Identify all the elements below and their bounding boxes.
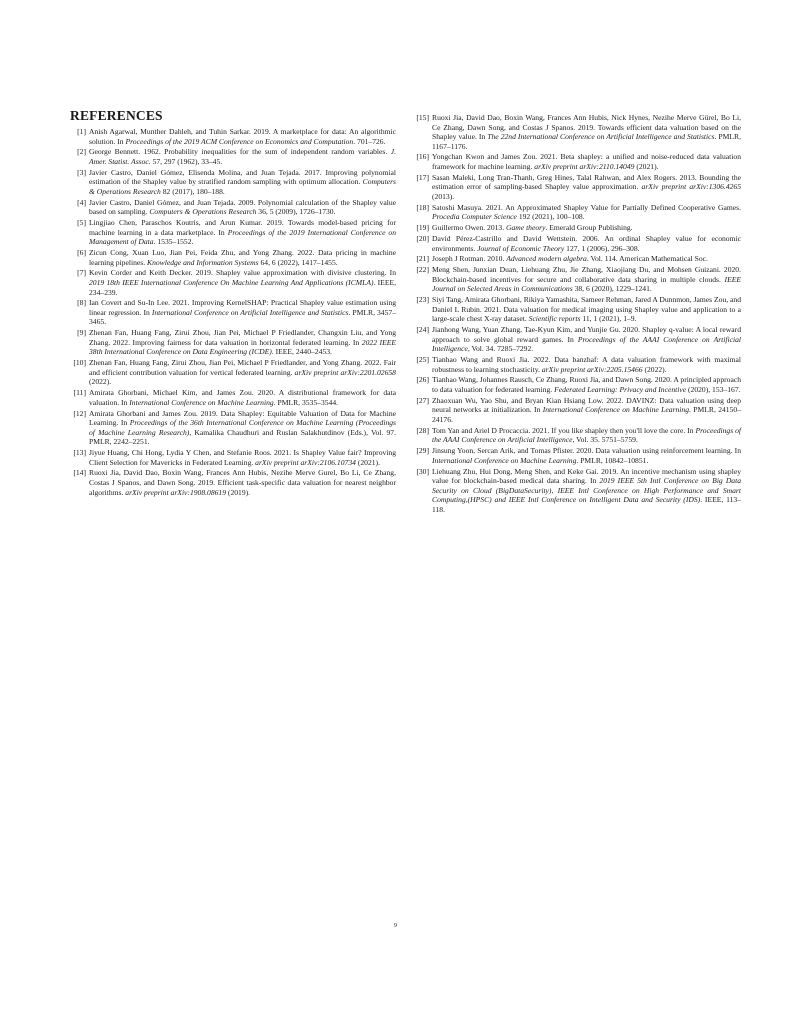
reference-text-segment: Lingjiao Chen, Paraschos Koutris, and Arun Kumar. 2019. Towards model-based pricing for machine learning in a data marketplace. In [89, 218, 396, 237]
reference-text-segment: 64, 6 (2022), 1417–1455. [258, 257, 338, 267]
reference-text [89, 388, 396, 407]
reference-entry [411, 446, 741, 465]
reference-venue: IEEE Journal on Selected Areas in Communications [432, 274, 741, 294]
reference-number: [6] [77, 248, 86, 258]
reference-entry [68, 268, 396, 297]
reference-text-segment: Siyi Tang, Amirata Ghorbani, Rikiya Yamashita, Sameer Rehman, Jared A Dunnmon, James Zou, and Daniel L Rubin. 2021. Data valuation for medical imaging using Shapley value and application to a large-scale chest X-ray dataset. [432, 295, 741, 324]
reference-text-segment: . PMLR, 1167–1176. [432, 132, 741, 151]
reference-text [432, 265, 741, 293]
reference-entry [411, 325, 741, 354]
reference-text [432, 223, 633, 232]
reference-venue: arXiv preprint arXiv:2205.15466 [541, 364, 643, 374]
reference-venue: arXiv preprint arXiv:2106.10734 [255, 457, 356, 467]
reference-text-segment: . IEEE, 234–239. [89, 277, 396, 297]
reference-text [432, 375, 741, 394]
reference-text [89, 448, 396, 467]
reference-text [432, 152, 741, 171]
reference-text-segment: Sasan Maleki, Long Tran-Thanh, Greg Hines, Talal Rahwan, and Alex Rogers. 2013. Bounding the estimation error of sampling-based Shapley value approximation. [432, 172, 741, 192]
reference-entry [411, 113, 741, 151]
reference-venue: International Conference on Machine Learning [542, 405, 689, 415]
reference-number: [26] [416, 375, 429, 385]
reference-text-segment: Javier Castro, Daniel Gómez, Elisenda Molina, and Juan Tejada. 2017. Improving polynomial estimation of the Shapley value by stratified random sampling with optimum allocation. [89, 167, 396, 187]
reference-venue: Proceedings of the 2019 International Conference on Management of Data [89, 227, 397, 247]
reference-venue: Computers & Operations Research [89, 177, 396, 196]
reference-number: [27] [416, 395, 429, 405]
reference-text-segment: 192 (2021), 100–108. [516, 212, 585, 222]
reference-entry [68, 168, 396, 197]
reference-text-segment: (2019). [226, 487, 251, 497]
reference-text-segment: (2013). [432, 191, 455, 201]
reference-entry [68, 147, 396, 166]
reference-text [89, 468, 396, 496]
reference-venue: Game theory [506, 223, 546, 233]
reference-venue: arXiv preprint arXiv:2110.14049 [534, 162, 635, 172]
reference-entry [411, 203, 741, 222]
reference-text-segment: . PMLR, 3457–3465. [89, 307, 396, 327]
reference-text-segment: Jianhong Wang, Yuan Zhang, Tae-Kyun Kim, and Yunjie Gu. 2020. Shapley q-value: A local reward approach to solve global reward games. In [432, 325, 741, 344]
reference-venue: arXiv preprint arXiv:1306.4265 [641, 182, 742, 192]
reference-text-segment: . IEEE, 113–118. [432, 495, 741, 514]
reference-text [89, 168, 396, 196]
reference-text-segment: 36, 5 (2009), 1726–1730. [256, 207, 336, 217]
reference-number: [25] [416, 355, 429, 365]
reference-venue: Federated Learning: Privacy and Incentive [554, 385, 687, 395]
reference-text-segment: Joseph J Rotman. 2010. [432, 254, 507, 264]
reference-venue: J. Amer. Statist. Assoc. [89, 147, 396, 166]
reference-entry [68, 298, 396, 327]
reference-text-segment: . 1535–1552. [153, 237, 194, 247]
reference-number: [7] [77, 268, 86, 278]
reference-text-segment: . PMLR, 10842–10851. [576, 455, 649, 465]
reference-venue: 2019 IEEE 5th Intl Conference on Big Data Security on Cloud (BigDataSecurity), IEEE Intl Conference on High Performance and Smart Computing,(HPSC) and IEEE Intl Conference on Intelligent Data and Security (IDS) [432, 476, 742, 505]
reference-text-segment: Tianhao Wang and Ruoxi Jia. 2022. Data banzhaf: A data valuation framework with maximal robustness to learning stochasticity. [432, 355, 741, 374]
reference-entry [68, 388, 396, 407]
reference-text [432, 234, 741, 253]
reference-entry [68, 358, 396, 387]
reference-text-segment: Zhaoxuan Wu, Yao Shu, and Bryan Kian Hsiang Low. 2022. DAVINZ: Data valuation using deep neural networks at initialization. In [432, 395, 741, 415]
reference-entry [411, 254, 741, 264]
reference-venue: Scientific reports [528, 314, 581, 324]
reference-entry [68, 328, 396, 357]
section-title: REFERENCES [70, 108, 163, 123]
reference-venue: Proceedings of the 36th International Conference on Machine Learning (Proceedings of Machine Learning Research) [89, 418, 397, 437]
reference-text-segment: (2021). [634, 162, 659, 172]
reference-text-segment: , Vol. 34. 7285–7292. [467, 344, 534, 354]
reference-venue: arXiv preprint arXiv:1908.08619 [125, 487, 227, 497]
reference-entry [411, 234, 741, 253]
reference-number: [23] [416, 295, 429, 305]
reference-venue: International Conference on Artificial Intelligence and Statistics [151, 307, 349, 317]
reference-entry [68, 409, 396, 447]
reference-text-segment: Ian Covert and Su-In Lee. 2021. Improving KernelSHAP: Practical Shapley value estimation using linear regression. In [89, 298, 396, 317]
references-left-column [68, 127, 396, 498]
reference-entry [411, 355, 741, 374]
reference-text-segment: Ruoxi Jia, David Dao, Boxin Wang, Frances Ann Hubis, Nick Hynes, Nezihe Merve Gürel, Bo Li, Ce Zhang, Dawn Song, and Costas J Spanos. 2019. Towards efficient data valuation based on the Shapley value. In [432, 113, 741, 142]
reference-text-segment: Zhenan Fan, Huang Fang, Zirui Zhou, Jian Pei, Michael P Friedlander, and Yong Zhang. 2022. Fair and efficient contribution valuation for vertical federated learning. [89, 358, 396, 377]
reference-text-segment: (2021). [355, 457, 380, 467]
reference-venue: The 22nd International Conference on Artificial Intelligence and Statistics [487, 132, 715, 142]
reference-number: [24] [416, 325, 429, 335]
reference-venue: arXiv preprint arXiv:2201.02658 [294, 367, 396, 377]
reference-entry [411, 265, 741, 294]
reference-text [89, 268, 396, 296]
reference-text-segment: Tom Yan and Ariel D Procaccia. 2021. If you like shapley then you'll love the core. In [432, 425, 696, 435]
reference-text-segment: (2022). [89, 377, 112, 387]
reference-entry [411, 375, 741, 394]
reference-venue: Proceedings of the 2019 ACM Conference on Economics and Computation [125, 136, 354, 146]
reference-text-segment: Satoshi Masuya. 2021. An Approximated Shapley Value for Partially Defined Cooperative Games. [432, 202, 741, 212]
reference-entry [411, 295, 741, 324]
reference-text-segment: . Vol. 114. American Mathematical Soc. [586, 254, 708, 264]
reference-text-segment: . PMLR, 3535–3544. [273, 397, 339, 407]
reference-venue: International Conference on Machine Learning [432, 455, 577, 465]
reference-text-segment: (2022). [642, 364, 667, 374]
reference-number: [8] [77, 298, 86, 308]
reference-text-segment: (2020), 153–167. [686, 385, 741, 395]
reference-text-segment: Jinsung Yoon, Sercan Arik, and Tomas Pfister. 2020. Data valuation using reinforcement learning. In [432, 446, 741, 456]
reference-venue: International Conference on Machine Learning [129, 397, 274, 407]
reference-entry [68, 198, 396, 217]
reference-venue: Proceedings of the AAAI Conference on Artificial Intelligence [432, 334, 741, 354]
reference-number: [20] [416, 234, 429, 244]
reference-entry [411, 467, 741, 515]
reference-text-segment: 82 (2017), 180–188. [160, 186, 225, 196]
reference-text [89, 248, 396, 267]
reference-text [89, 358, 396, 386]
reference-text [432, 295, 741, 323]
reference-text [89, 198, 396, 217]
reference-number: [14] [73, 468, 86, 478]
reference-number: [12] [73, 408, 86, 418]
reference-venue: Advanced modern algebra [506, 254, 587, 264]
reference-text-segment: Amirata Ghorbani and James Zou. 2019. Data Shapley: Equitable Valuation of Data for Machine Learning. In [89, 408, 396, 428]
reference-text-segment: . 701–726. [353, 136, 386, 146]
reference-venue: 2022 IEEE 38th International Conference on Data Engineering (ICDE) [89, 337, 397, 357]
reference-text [432, 325, 741, 353]
reference-text [432, 426, 741, 445]
reference-venue: Procedia Computer Science [432, 212, 517, 222]
reference-number: [30] [416, 466, 429, 476]
reference-text [432, 467, 741, 514]
reference-text-segment: 127, 1 (2006), 296–308. [564, 243, 640, 253]
reference-text [89, 298, 396, 326]
reference-text-segment: . IEEE, 2440–2453. [271, 347, 332, 357]
reference-text [432, 113, 741, 151]
reference-number: [28] [416, 425, 429, 435]
reference-text-segment: Javier Castro, Daniel Gómez, and Juan Tejada. 2009. Polynomial calculation of the Shapley value based on sampling. [89, 197, 396, 217]
reference-entry [411, 173, 741, 202]
reference-text-segment: , Vol. 35. 5751–5759. [572, 435, 638, 445]
reference-text-segment: Meng Shen, Junxian Duan, Liehuang Zhu, Jie Zhang, Xiaojiang Du, and Mohsen Guizani. 2020. Blockchain-based incentives for secure and collaborative data sharing in multiple clouds. [432, 265, 741, 284]
reference-entry [411, 426, 741, 445]
reference-text-segment: Liehuang Zhu, Hui Dong, Meng Shen, and Keke Gai. 2019. An incentive mechanism using shapley value for blockchain-based medical data sharing. In [432, 466, 741, 486]
reference-venue: Journal of Economic Theory [477, 243, 565, 253]
reference-entry [68, 248, 396, 267]
page-number: 9 [394, 923, 397, 929]
reference-number: [16] [416, 152, 429, 162]
reference-venue: Proceedings of the AAAI Conference on Artificial Intelligence [432, 425, 742, 445]
reference-number: [2] [77, 147, 86, 157]
reference-number: [29] [416, 446, 429, 456]
reference-text-segment: . PMLR, 24150–24176. [432, 405, 741, 424]
reference-text-segment: Guillermo Owen. 2013. [432, 223, 507, 233]
reference-text [432, 355, 741, 374]
reference-entry [68, 468, 396, 497]
reference-text [432, 396, 741, 424]
reference-text [89, 328, 396, 356]
reference-text [89, 147, 396, 166]
reference-number: [9] [77, 328, 86, 338]
reference-number: [5] [77, 218, 86, 228]
reference-number: [17] [416, 172, 429, 182]
reference-number: [19] [416, 223, 429, 233]
reference-number: [10] [73, 358, 86, 368]
reference-text [89, 218, 396, 246]
reference-text-segment: Amirata Ghorbani, Michael Kim, and James Zou. 2020. A distributional framework for data valuation. In [89, 388, 396, 407]
reference-entry [411, 152, 741, 171]
reference-text-segment: David Pérez-Castrillo and David Wettstein. 2006. An ordinal Shapley value for economic environments. [432, 234, 741, 253]
reference-text [432, 203, 741, 222]
reference-venue: 2019 18th IEEE International Conference On Machine Learning And Applications (ICMLA) [89, 277, 374, 287]
reference-text-segment: 38, 6 (2020), 1229–1241. [572, 284, 652, 294]
reference-number: [18] [416, 202, 429, 212]
reference-text-segment: Zhenan Fan, Huang Fang, Zirui Zhou, Jian Pei, Michael P Friedlander, Changxin Liu, and Yong Zhang. 2022. Improving fairness for data valuation in horizontal federated learning. In [89, 328, 396, 347]
reference-text-segment: Yongchan Kwon and James Zou. 2021. Beta shapley: a unified and noise-reduced data valuation framework for machine learning. [432, 152, 741, 172]
reference-text [89, 127, 396, 146]
reference-number: [4] [77, 197, 86, 207]
reference-venue: Computers & Operations Research [149, 207, 257, 217]
reference-number: [13] [73, 448, 86, 458]
reference-text-segment: Zicun Cong, Xuan Luo, Jian Pei, Feida Zhu, and Yong Zhang. 2022. Data pricing in machine learning pipelines. [89, 248, 396, 267]
reference-number: [22] [416, 265, 429, 275]
reference-text-segment: 57, 297 (1962), 33–45. [150, 156, 223, 166]
reference-entry [68, 127, 396, 146]
reference-text [432, 446, 741, 465]
reference-text [89, 409, 396, 447]
reference-text-segment: . Emerald Group Publishing. [545, 223, 633, 233]
reference-text-segment: Anish Agarwal, Munther Dahleh, and Tuhin Sarkar. 2019. A marketplace for data: An algorithmic solution. In [89, 127, 396, 146]
reference-venue: Knowledge and Information Systems [147, 257, 259, 267]
reference-number: [3] [77, 167, 86, 177]
reference-entry [411, 396, 741, 425]
reference-entry [411, 223, 741, 233]
reference-number: [11] [73, 388, 86, 398]
reference-text [432, 254, 708, 263]
reference-text [432, 173, 741, 201]
reference-text-segment: , Kamalika Chaudhuri and Ruslan Salakhutdinov (Eds.), Vol. 97. PMLR, 2242–2251. [89, 427, 396, 447]
reference-text-segment: Kevin Corder and Keith Decker. 2019. Shapley value approximation with divisive clustering. In [89, 268, 396, 278]
reference-text-segment: Ruoxi Jia, David Dao, Boxin Wang, Frances Ann Hubis, Nezihe Merve Gurel, Bo Li, Ce Zhang, Costas J Spanos, and Dawn Song. 2019. Efficient task-specific data valuation for nearest neighbor algorithms. [89, 468, 396, 497]
reference-text-segment: Tianhao Wang, Johannes Rausch, Ce Zhang, Ruoxi Jia, and Dawn Song. 2020. A principled approach to data valuation for federated learning. [432, 375, 741, 395]
reference-number: [1] [77, 127, 86, 136]
references-right-column [411, 113, 741, 516]
reference-text-segment: George Bennett. 1962. Probability inequalities for the sum of independent random variables. [89, 147, 391, 157]
reference-number: [15] [416, 113, 429, 122]
reference-text-segment: Jiyue Huang, Chi Hong, Lydia Y Chen, and Stefanie Roos. 2021. Is Shapley Value fair? Improving Client Selection for Mavericks in Federated Learning. [89, 448, 396, 467]
reference-text-segment: 11, 1 (2021), 1–9. [580, 314, 637, 324]
reference-number: [21] [416, 254, 429, 264]
reference-entry [68, 218, 396, 247]
reference-entry [68, 448, 396, 467]
